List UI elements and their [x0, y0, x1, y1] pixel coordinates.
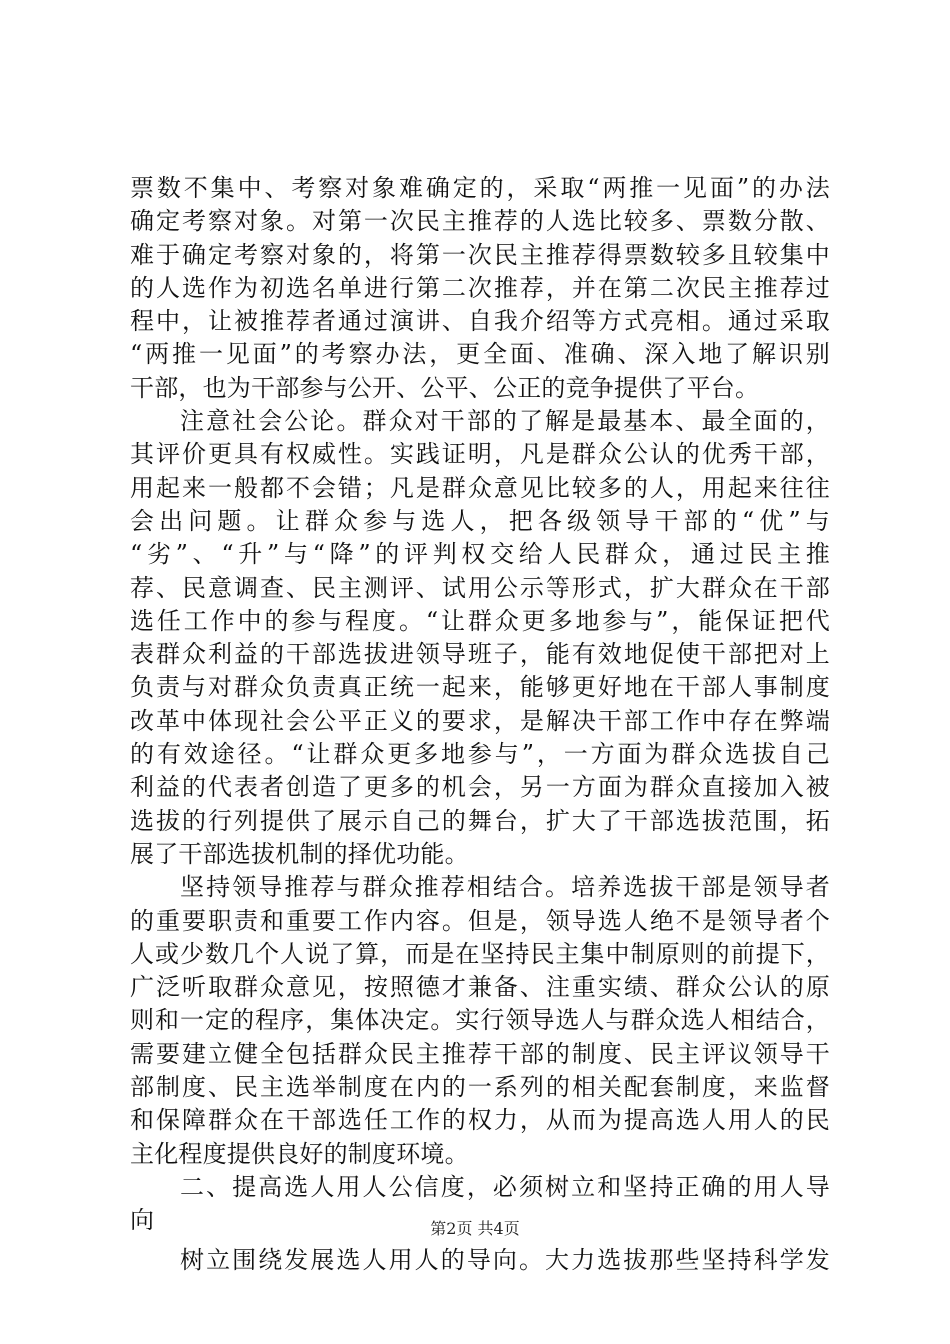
text-line: 会出问题。让群众参与选人，把各级领导干部的“优”与 — [130, 506, 830, 535]
text-line: 的人选作为初选名单进行第二次推荐，并在第二次民主推荐过 — [130, 273, 830, 302]
document-body — [130, 172, 830, 1277]
text-line: 注意社会公论。群众对干部的了解是最基本、最全面的， — [180, 407, 830, 436]
text-line: 展了干部选拔机制的择优功能。 — [130, 839, 469, 868]
text-line: 程中，让被推荐者通过演讲、自我介绍等方式亮相。通过采取 — [130, 307, 830, 336]
heading-line: 二、提高选人用人公信度，必须树立和坚持正确的用人导 — [180, 1172, 830, 1201]
text-line: “两推一见面”的考察办法，更全面、准确、深入地了解识别 — [130, 340, 830, 369]
text-line: 主化程度提供良好的制度环境。 — [130, 1139, 469, 1168]
text-line: 其评价更具有权威性。实践证明，凡是群众公认的优秀干部， — [130, 440, 830, 469]
text-line: 的有效途径。“让群众更多地参与”，一方面为群众选拔自己 — [130, 740, 830, 769]
text-line: 需要建立健全包括群众民主推荐干部的制度、民主评议领导干 — [130, 1039, 830, 1068]
paragraph-p3 — [130, 871, 830, 1171]
text-line: 选任工作中的参与程度。“让群众更多地参与”，能保证把代 — [130, 606, 830, 635]
text-line: 坚持领导推荐与群众推荐相结合。培养选拔干部是领导者 — [180, 873, 830, 902]
heading-line: 向 — [130, 1206, 155, 1235]
text-line: 树立围绕发展选人用人的导向。大力选拔那些坚持科学发 — [180, 1245, 830, 1274]
page-number-label: 第2页 共4页 — [430, 1219, 520, 1238]
text-line: 票数不集中、考察对象难确定的，采取“两推一见面”的办法 — [130, 174, 830, 202]
paragraph-p5 — [130, 1244, 830, 1277]
text-line: “劣”、“升”与“降”的评判权交给人民群众，通过民主推 — [130, 540, 830, 569]
text-line: 利益的代表者创造了更多的机会，另一方面为群众直接加入被 — [130, 773, 830, 802]
text-line: 干部，也为干部参与公开、公平、公正的竞争提供了平台。 — [130, 373, 760, 402]
text-line: 难于确定考察对象的，将第一次民主推荐得票数较多且较集中 — [130, 240, 830, 269]
text-line: 的重要职责和重要工作内容。但是，领导选人绝不是领导者个 — [130, 906, 830, 935]
text-line: 改革中体现社会公平正义的要求，是解决干部工作中存在弊端 — [130, 706, 830, 735]
paragraph-p1 — [130, 172, 830, 405]
page-footer — [0, 1216, 950, 1239]
text-line: 人或少数几个人说了算，而是在坚持民主集中制原则的前提下， — [130, 939, 830, 968]
text-line: 部制度、民主选举制度在内的一系列的相关配套制度，来监督 — [130, 1073, 830, 1102]
text-line: 广泛听取群众意见，按照德才兼备、注重实绩、群众公认的原 — [130, 973, 830, 1002]
text-line: 用起来一般都不会错；凡是群众意见比较多的人，用起来往往 — [130, 473, 830, 502]
text-line: 荐、民意调查、民主测评、试用公示等形式，扩大群众在干部 — [130, 573, 830, 602]
text-line: 和保障群众在干部选任工作的权力，从而为提高选人用人的民 — [130, 1106, 830, 1135]
text-line: 负责与对群众负责真正统一起来，能够更好地在干部人事制度 — [130, 673, 830, 702]
text-line: 选拔的行列提供了展示自己的舞台，扩大了干部选拔范围，拓 — [130, 806, 830, 835]
text-line: 确定考察对象。对第一次民主推荐的人选比较多、票数分散、 — [130, 207, 830, 236]
text-line: 表群众利益的干部选拔进领导班子，能有效地促使干部把对上 — [130, 640, 830, 669]
paragraph-p2 — [130, 405, 830, 871]
text-line: 则和一定的程序，集体决定。实行领导选人与群众选人相结合， — [130, 1006, 830, 1035]
